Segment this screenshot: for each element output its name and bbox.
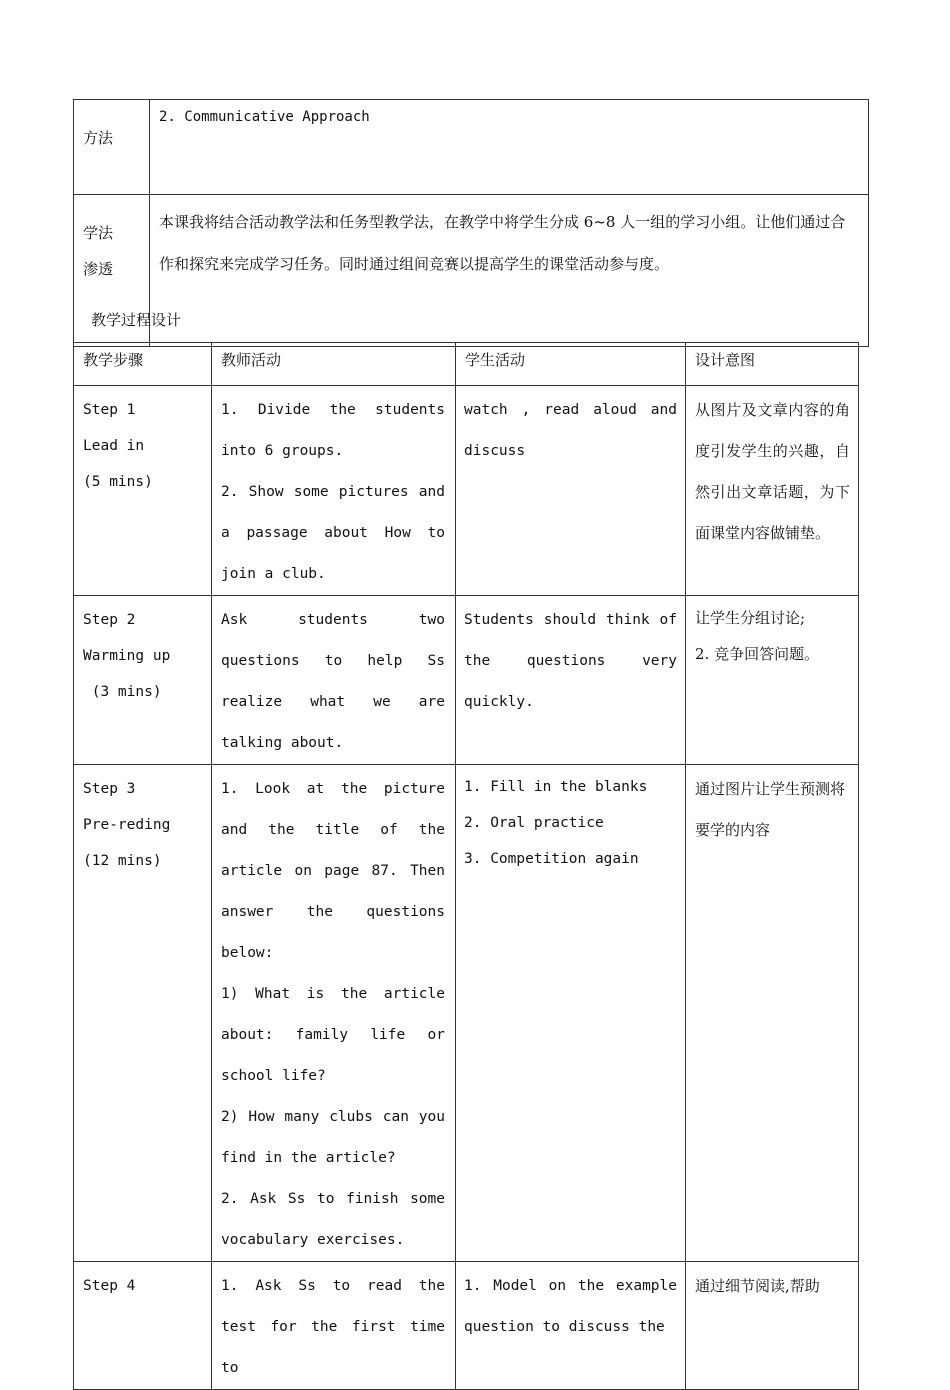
student-cell: [456, 765, 686, 1262]
student-item: 1. Model on the example question to discuss the: [464, 1278, 677, 1335]
teacher-item: 1. Divide the students into 6 groups.: [221, 402, 445, 459]
teacher-item: 1. Look at the picture and the title of the article on page 87. Then answer the questions below:: [221, 781, 445, 961]
step-cell: [74, 765, 212, 1262]
teacher-item: 1) What is the article about: family life or school life?: [221, 986, 445, 1084]
table-row: [74, 765, 859, 1262]
student-cell: [456, 596, 686, 765]
step-duration: (3 mins): [83, 684, 162, 700]
intent-cell: [686, 386, 859, 596]
table-header-row: [74, 343, 859, 386]
intent-item: 从图片及文章内容的角度引发学生的兴趣，自然引出文章话题，为下面课堂内容做铺垫。: [695, 401, 850, 542]
intent-cell: [686, 596, 859, 765]
teacher-item: Ask students two questions to help Ss realize what we are talking about.: [221, 612, 445, 751]
step-number: Step 4: [83, 1278, 136, 1294]
study-label-line1: 学法: [83, 224, 114, 242]
teacher-item: 2. Show some pictures and a passage about How to join a club.: [221, 484, 445, 582]
teacher-item: 2. Ask Ss to finish some vocabulary exercises.: [221, 1191, 445, 1248]
study-content: 本课我将结合活动教学法和任务型教学法，在教学中将学生分成 6~8 人一组的学习小组。让他们通过合作和探究来完成学习任务。同时通过组间竞赛以提高学生的课堂活动参与度。: [150, 195, 869, 347]
step-number: Step 2: [83, 612, 136, 628]
header-teacher: 教师活动: [212, 343, 456, 386]
student-item: Students should think of the questions very quickly.: [464, 612, 677, 710]
intent-item: 通过细节阅读,帮助: [695, 1277, 820, 1295]
step-duration: (12 mins): [83, 853, 162, 869]
intent-cell: [686, 1262, 859, 1390]
table-row: [74, 596, 859, 765]
intent-item: 让学生分组讨论;: [695, 609, 806, 627]
student-item: 3. Competition again: [464, 851, 639, 867]
step-number: Step 3: [83, 781, 136, 797]
teacher-item: 1. Ask Ss to read the test for the first time to: [221, 1278, 445, 1376]
intent-cell: [686, 765, 859, 1262]
study-label-line2: 渗透: [83, 260, 114, 278]
step-cell: [74, 1262, 212, 1390]
student-cell: [456, 386, 686, 596]
step-name: Warming up: [83, 648, 171, 664]
header-student: 学生活动: [456, 343, 686, 386]
step-name: Lead in: [83, 438, 145, 454]
intent-item: 通过图片让学生预测将要学的内容: [695, 780, 846, 839]
student-item: 1. Fill in the blanks: [464, 779, 648, 795]
step-duration: (5 mins): [83, 474, 153, 490]
teacher-cell: [212, 765, 456, 1262]
section-heading: 教学过程设计: [91, 311, 182, 329]
teacher-item: 2) How many clubs can you find in the article?: [221, 1109, 445, 1166]
table-row: [74, 386, 859, 596]
student-item: 2. Oral practice: [464, 815, 604, 831]
teacher-cell: [212, 596, 456, 765]
step-number: Step 1: [83, 402, 136, 418]
teaching-process-table: [73, 342, 859, 1390]
method-label: 方法: [74, 100, 150, 195]
teacher-cell: [212, 386, 456, 596]
student-item: watch , read aloud and discuss: [464, 402, 677, 459]
method-content: 2. Communicative Approach: [150, 100, 869, 195]
step-cell: [74, 596, 212, 765]
intent-item: 2. 竞争回答问题。: [695, 645, 820, 663]
student-cell: [456, 1262, 686, 1390]
step-cell: [74, 386, 212, 596]
teacher-cell: [212, 1262, 456, 1390]
method-table: [73, 99, 869, 347]
table-row: [74, 1262, 859, 1390]
step-name: Pre-reding: [83, 817, 171, 833]
header-step: 教学步骤: [74, 343, 212, 386]
header-intent: 设计意图: [686, 343, 859, 386]
